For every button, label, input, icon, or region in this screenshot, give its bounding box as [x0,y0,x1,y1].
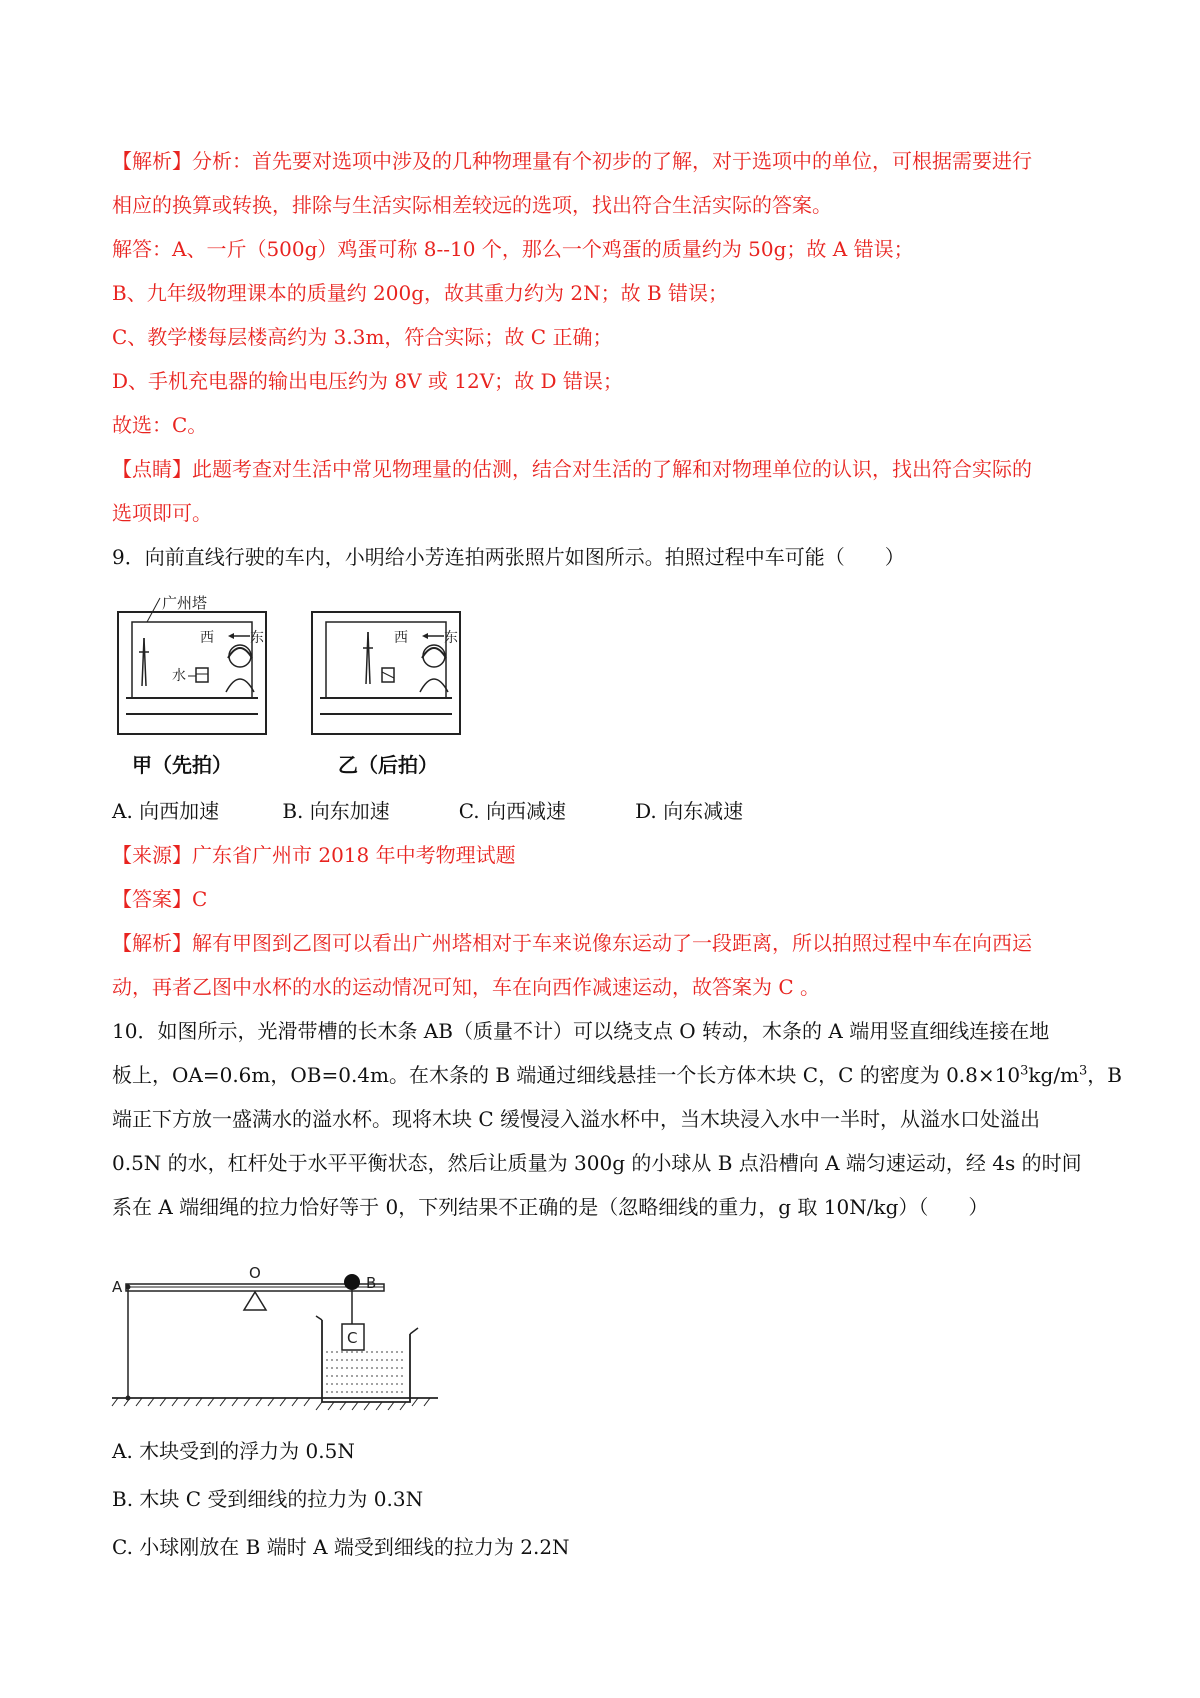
q10-option-b: B. 木块 C 受到细线的拉力为 0.3N [112,1487,424,1511]
q9-answer: 【答案】C [112,887,208,911]
q9-photo-a [118,598,266,734]
q10-stem-sup-2: 3 [1079,1063,1088,1079]
q9-figure-svg [112,592,492,742]
q10-option-c: C. 小球刚放在 B 端时 A 端受到细线的拉力为 2.2N [112,1535,570,1559]
water [326,1352,406,1392]
q10-stem-line-5: 系在 A 端细绳的拉力恰好等于 0，下列结果不正确的是（忽略细线的重力，g 取 10N/kg）（ ） [112,1195,989,1219]
q9-source: 【来源】广东省广州市 2018 年中考物理试题 [112,843,516,867]
q9-east-label-b: 东 [444,630,458,646]
q10-stem-line-2-b: kg/m [1028,1063,1080,1087]
q10-stem-line-3: 端正下方放一盛满水的溢水杯。现将木块 C 缓慢浸入溢水杯中，当木块浸入水中一半时，从溢水口处溢出 [112,1107,1041,1131]
q10-stem-line-2-c: ，B [1087,1063,1122,1087]
q10-stem-line-1: 10．如图所示，光滑带槽的长木条 AB（质量不计）可以绕支点 O 转动，木条的 A 端用竖直细线连接在地 [112,1019,1050,1043]
q9-west-label-a: 西 [200,630,214,646]
analysis8-line-1: 【解析】分析：首先要对选项中涉及的几种物理量有个初步的了解，对于选项中的单位，可根据需要进行 [112,149,1032,173]
label-o: O [249,1264,261,1282]
analysis8-line-5: C、教学楼每层楼高约为 3.3m，符合实际；故 C 正确； [112,325,613,349]
q9-stem: 9．向前直线行驶的车内，小明给小芳连拍两张照片如图所示。拍照过程中车可能（ ） [112,545,905,569]
q10-lever-diagram [108,1262,468,1412]
q10-option-a: A. 木块受到的浮力为 0.5N [112,1439,355,1463]
q10-stem-line-2 [112,1060,1122,1090]
q10-stem-line-4: 0.5N 的水，杠杆处于水平平衡状态，然后让质量为 300g 的小球从 B 点沿槽向 A 端匀速运动，经 4s 的时间 [112,1151,1082,1175]
label-b: B [366,1274,377,1292]
q9-photo-b [312,612,460,734]
q9-option-d: D. 向东减速 [635,799,744,823]
q9-caption-a: 甲（先拍） [132,753,232,777]
q9-option-a: A. 向西加速 [112,799,220,823]
q10-stem-line-2-a: 板上，OA=0.6m，OB=0.4m。在木条的 B 端通过细线悬挂一个长方体木块 C，C 的密度为 0.8×10 [112,1063,1021,1087]
q9-options [112,796,743,826]
fulcrum [244,1292,266,1310]
analysis8-line-6: D、手机充电器的输出电压约为 8V 或 12V；故 D 错误； [112,369,623,393]
q10-stem-sup-1: 3 [1020,1063,1029,1079]
label-a: A [112,1278,123,1296]
q9-figure [112,592,492,742]
analysis8-tip-line-2: 选项即可。 [112,501,212,525]
q9-analysis-line-2: 动，再者乙图中水杯的水的运动情况可知，车在向西作减速运动，故答案为 C 。 [112,975,821,999]
analysis8-line-3: 解答：A、一斤（500g）鸡蛋可称 8--10 个，那么一个鸡蛋的质量约为 50g；故 A 错误； [112,237,914,261]
analysis8-tip-line-1: 【点睛】此题考查对生活中常见物理量的估测，结合对生活的了解和对物理单位的认识，找出符合实际的 [112,457,1032,481]
label-c: C [347,1329,358,1347]
q9-tower-label: 广州塔 [162,594,208,612]
q9-water-label: 水 [172,668,186,684]
q10-figure [108,1262,468,1412]
overflow-cup [322,1320,410,1402]
q9-analysis-line-1: 【解析】解有甲图到乙图可以看出广州塔相对于车来说像东运动了一段距离，所以拍照过程中车在向西运 [112,931,1032,955]
q9-option-c: C. 向西减速 [458,799,567,823]
q9-east-label-a: 东 [250,630,264,646]
analysis8-line-7: 故选：C。 [112,413,208,437]
q9-caption-b: 乙（后拍） [338,753,438,777]
analysis8-line-4: B、九年级物理课本的质量约 200g，故其重力约为 2N；故 B 错误； [112,281,729,305]
ball [344,1274,360,1290]
q9-option-b: B. 向东加速 [282,799,390,823]
analysis8-line-2: 相应的换算或转换，排除与生活实际相差较远的选项，找出符合生活实际的答案。 [112,193,832,217]
q9-west-label-b: 西 [394,630,408,646]
